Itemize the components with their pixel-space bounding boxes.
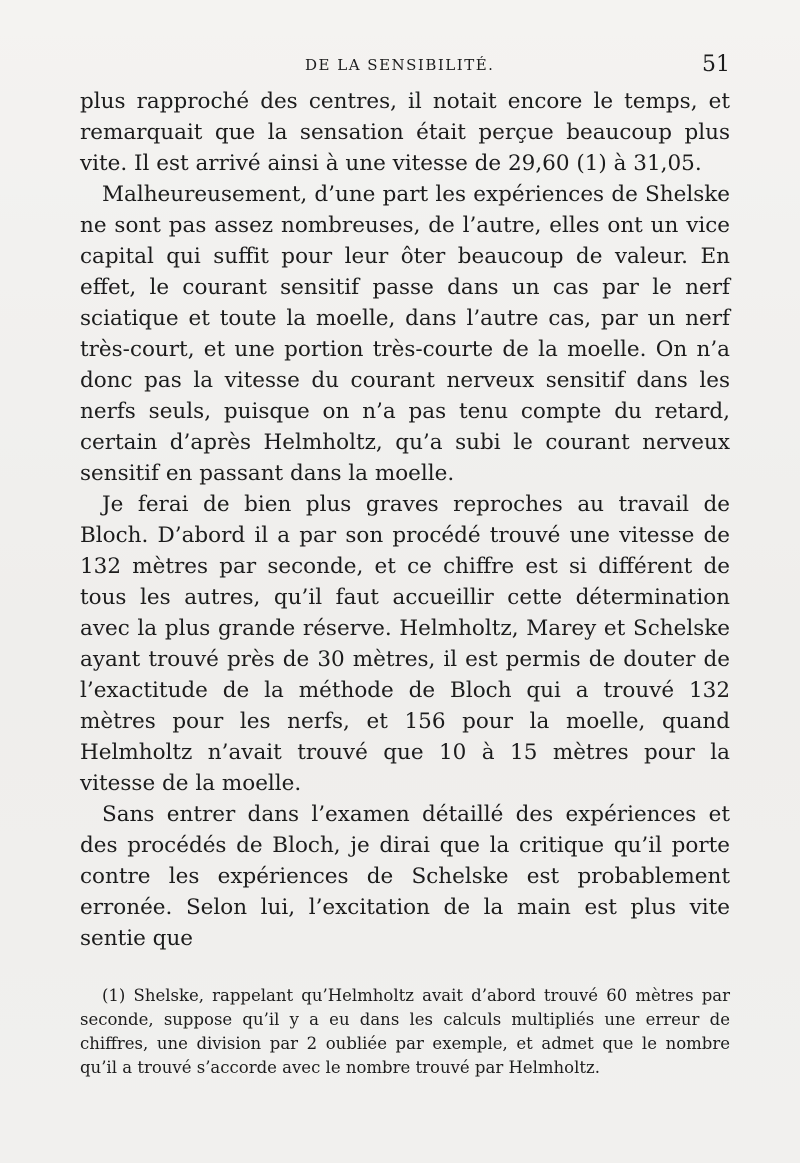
footnote (80, 984, 730, 1080)
paragraph-continued: plus rapproché des centres, il notait encore le temps, et remarquait que la sensation était perçue beaucoup plus vite. Il est arrivé ainsi à une vitesse de 29,60 (1) à 31,05. (80, 89, 730, 176)
page-header (80, 52, 730, 86)
page-number: 51 (702, 52, 730, 77)
paragraph: Malheureusement, d’une part les expériences de Shelske ne sont pas assez nombreuses, de l’autre, elles ont un vice capital qui suffit pour leur ôter beaucoup de valeur. En effet, le courant sensitif passe dans un cas par le nerf sciatique et toute la moelle, dans l’autre cas, par un nerf très-court, et une portion très-courte de la moelle. On n’a donc pas la vitesse du courant nerveux sensitif dans les nerfs seuls, puisque on n’a pas tenu compte du retard, certain d’après Helmholtz, qu’a subi le courant nerveux sensitif en passant dans la moelle. (80, 182, 730, 486)
paragraph: Je ferai de bien plus graves reproches au travail de Bloch. D’abord il a par son procédé trouvé une vitesse de 132 mètres par seconde, et ce chiffre est si différent de tous les autres, qu’il faut accueillir cette détermination avec la plus grande réserve. Helmholtz, Marey et Schelske ayant trouvé près de 30 mètres, il est permis de douter de l’exactitude de la méthode de Bloch qui a trouvé 132 mètres pour les nerfs, et 156 pour la moelle, quand Helmholtz n’avait trouvé que 10 à 15 mètres pour la vitesse de la moelle. (80, 492, 730, 796)
paragraph: Sans entrer dans l’examen détaillé des expériences et des procédés de Bloch, je dirai que la critique qu’il porte contre les expériences de Schelske est probablement erronée. Selon lui, l’excitation de la main est plus vite sentie que (80, 802, 730, 951)
footnote-text: (1) Shelske, rappelant qu’Helmholtz avait d’abord trouvé 60 mètres par seconde, suppose qu’il y a eu dans les calculs multipliés une erreur de chiffres, une division par 2 oubliée par exemple, et admet que le nombre qu’il a trouvé s’accorde avec le nombre trouvé par Helmholtz. (80, 986, 730, 1077)
running-title: DE LA SENSIBILITÉ. (305, 56, 495, 74)
body-text (80, 86, 730, 954)
